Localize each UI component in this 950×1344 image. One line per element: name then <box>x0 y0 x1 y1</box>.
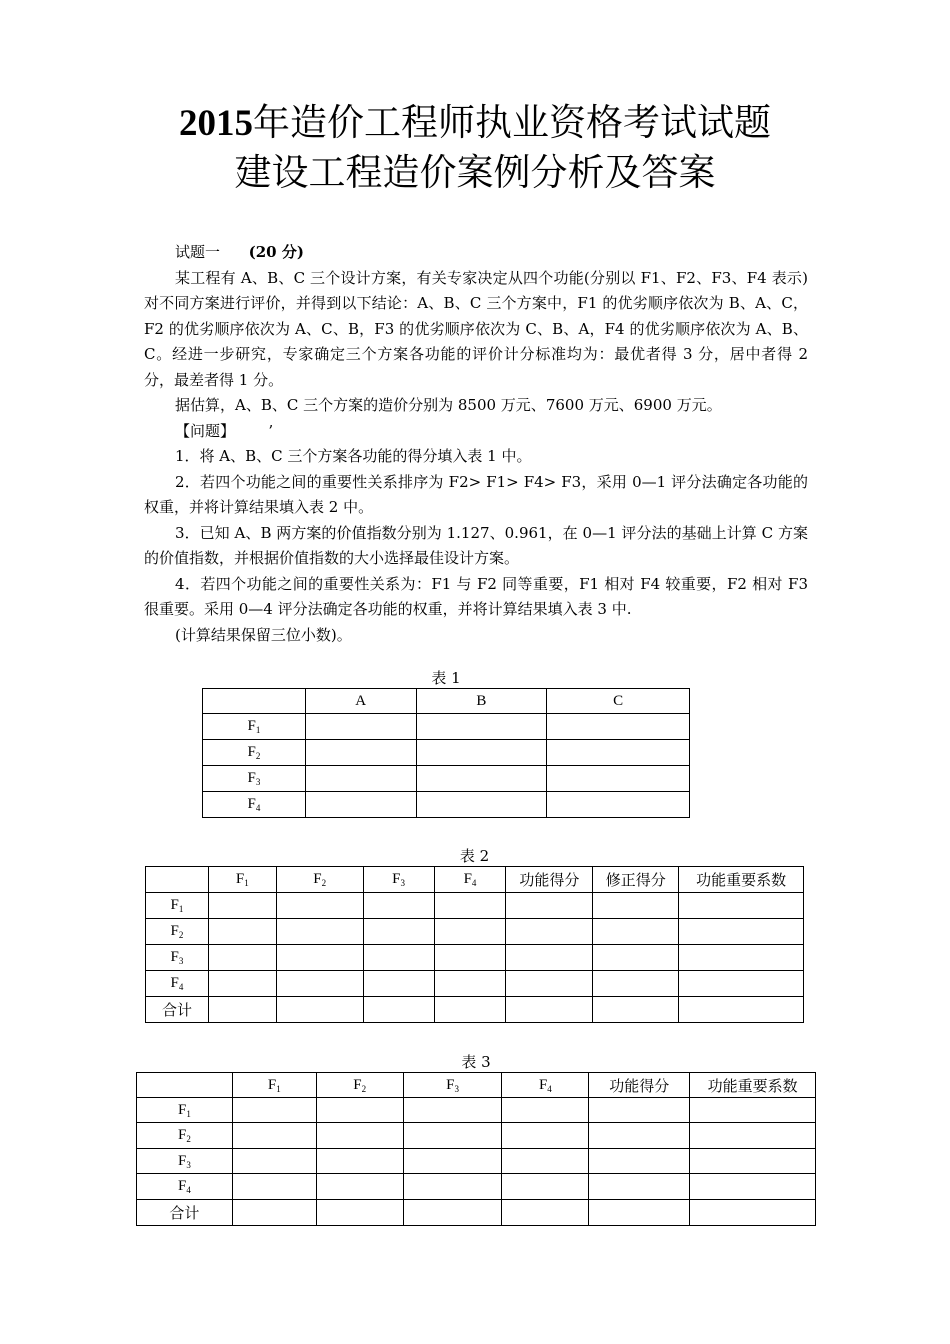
table3-header-cell: 功能得分 <box>589 1073 690 1098</box>
table1-cell[interactable] <box>305 792 416 818</box>
table2-cell[interactable] <box>679 893 804 919</box>
table3-cell[interactable] <box>690 1098 816 1123</box>
table2-cell[interactable] <box>434 971 506 997</box>
table3-cell[interactable] <box>502 1123 589 1149</box>
table3-header-cell: $F_4$ <box>502 1073 589 1098</box>
table2-header-cell: $F_3$ <box>363 867 434 893</box>
table2-cell[interactable] <box>208 971 276 997</box>
table1-cell[interactable] <box>547 766 690 792</box>
table-3 <box>136 1072 816 1226</box>
table2-cell[interactable] <box>593 997 679 1023</box>
table3-row-label: $F_1$ <box>137 1098 233 1123</box>
table2-cell[interactable] <box>679 971 804 997</box>
table3-cell[interactable] <box>589 1149 690 1174</box>
table3-row-label: $F_2$ <box>137 1123 233 1149</box>
table2-cell[interactable] <box>506 893 593 919</box>
document-title-line1 <box>0 100 950 147</box>
table2-cell[interactable] <box>208 893 276 919</box>
table1-cell[interactable] <box>305 714 416 740</box>
table2-header-cell: 修正得分 <box>593 867 679 893</box>
table3-caption: 表 3 <box>461 1053 491 1071</box>
table1-cell[interactable] <box>305 766 416 792</box>
table3-header-cell: 功能重要系数 <box>690 1073 816 1098</box>
table3-cell[interactable] <box>403 1200 502 1226</box>
title-year: 2015 <box>179 103 253 144</box>
question-heading-text: 试题一 <box>175 243 221 261</box>
problem-2: 2．若四个功能之间的重要性关系排序为 F2> F1> F4> F3，采用 0—1 评分法确定各功能的权重，并将计算结果填入表 2 中。 <box>144 472 808 516</box>
problem-3: 3．已知 A、B 两方案的价值指数分别为 1.127、0.961，在 0—1 评分法的基础上计算 C 方案的价值指数，并根据价值指数的大小选择最佳设计方案。 <box>144 523 808 567</box>
table1-cell[interactable] <box>305 740 416 766</box>
table3-header-cell <box>137 1073 233 1098</box>
question-body <box>144 240 808 648</box>
table3-cell[interactable] <box>232 1149 316 1174</box>
table3-cell[interactable] <box>316 1123 403 1149</box>
table2-cell[interactable] <box>506 997 593 1023</box>
table3-header-cell: $F_2$ <box>316 1073 403 1098</box>
table2-cell[interactable] <box>363 893 434 919</box>
table3-cell[interactable] <box>589 1200 690 1226</box>
table2-cell[interactable] <box>434 997 506 1023</box>
table3-header-cell: $F_1$ <box>232 1073 316 1098</box>
table2-cell[interactable] <box>208 919 276 945</box>
table2-cell[interactable] <box>363 997 434 1023</box>
table2-cell[interactable] <box>276 919 363 945</box>
table2-cell[interactable] <box>208 945 276 971</box>
table2-cell[interactable] <box>363 971 434 997</box>
table2-cell[interactable] <box>679 997 804 1023</box>
table3-cell[interactable] <box>232 1200 316 1226</box>
table2-cell[interactable] <box>679 919 804 945</box>
table2-row-label: $F_2$ <box>146 919 209 945</box>
table1-row-label: $F_2$ <box>203 740 306 766</box>
problem-heading: 【问题】 ’ <box>175 421 274 440</box>
table1-cell[interactable] <box>416 766 547 792</box>
table3-cell[interactable] <box>316 1174 403 1200</box>
table1-header-cell: A <box>305 689 416 714</box>
table2-header-cell <box>146 867 209 893</box>
table1-cell[interactable] <box>547 714 690 740</box>
table2-cell[interactable] <box>276 971 363 997</box>
table1-header-cell <box>203 689 306 714</box>
table3-cell[interactable] <box>589 1098 690 1123</box>
table1-caption: 表 1 <box>431 669 461 687</box>
table2-cell[interactable] <box>208 997 276 1023</box>
table3-cell[interactable] <box>232 1174 316 1200</box>
table2-cell[interactable] <box>593 893 679 919</box>
table2-caption: 表 2 <box>459 847 490 865</box>
table3-cell[interactable] <box>589 1123 690 1149</box>
table1-header-cell: C <box>547 689 690 714</box>
table3-cell[interactable] <box>403 1149 502 1174</box>
paragraph-1: 某工程有 A、B、C 三个设计方案，有关专家决定从四个功能(分别以 F1、F2、F3、F4 表示)对不同方案进行评价，并得到以下结论：A、B、C 三个方案中，F1 的优劣顺序依次为 B、A、C，F2 的优劣顺序依次为 A、C、B，F3 的优劣顺序依次为 C、B、A，F4 的优劣顺序依次为 A、B、C。经进一步研究，专家确定三个方案各功能的评价计分标准均为：最优者得 3 分，居中者得 2 分，最差者得 1 分。 <box>144 268 808 389</box>
table-2 <box>145 866 804 1023</box>
table1-cell[interactable] <box>416 740 547 766</box>
table3-header-cell: $F_3$ <box>403 1073 502 1098</box>
table3-cell[interactable] <box>316 1200 403 1226</box>
table2-cell[interactable] <box>506 971 593 997</box>
table3-cell[interactable] <box>690 1200 816 1226</box>
question-heading <box>144 240 808 266</box>
problem-4: 4．若四个功能之间的重要性关系为：F1 与 F2 同等重要，F1 相对 F4 较重要，F2 相对 F3 很重要。采用 0—4 评分法确定各功能的权重，并将计算结果填入表 3 中. <box>144 574 808 618</box>
table3-cell[interactable] <box>690 1149 816 1174</box>
table2-header-cell: $F_4$ <box>434 867 506 893</box>
table2-cell[interactable] <box>679 945 804 971</box>
table1-cell[interactable] <box>416 792 547 818</box>
table2-cell[interactable] <box>506 945 593 971</box>
table3-row-label: $F_4$ <box>137 1174 233 1200</box>
question-score: (20 分) <box>248 243 304 261</box>
table-1 <box>202 688 690 818</box>
table2-cell[interactable] <box>434 945 506 971</box>
problem-1: 1．将 A、B、C 三个方案各功能的得分填入表 1 中。 <box>175 447 532 465</box>
table2-cell[interactable] <box>363 919 434 945</box>
table2-cell[interactable] <box>506 919 593 945</box>
table3-cell[interactable] <box>232 1098 316 1123</box>
table1-row-label: $F_4$ <box>203 792 306 818</box>
table3-cell[interactable] <box>316 1149 403 1174</box>
table1-cell[interactable] <box>416 714 547 740</box>
table1-cell[interactable] <box>547 740 690 766</box>
table2-header-cell: $F_2$ <box>276 867 363 893</box>
table2-cell[interactable] <box>593 971 679 997</box>
table2-total-label: 合计 <box>146 997 209 1023</box>
table1-row-label: $F_3$ <box>203 766 306 792</box>
table1-header-cell: B <box>416 689 547 714</box>
table3-row-label: $F_3$ <box>137 1149 233 1174</box>
table3-cell[interactable] <box>589 1174 690 1200</box>
table2-row-label: $F_3$ <box>146 945 209 971</box>
table3-cell[interactable] <box>316 1098 403 1123</box>
table3-cell[interactable] <box>690 1174 816 1200</box>
table2-cell[interactable] <box>593 945 679 971</box>
table3-cell[interactable] <box>232 1123 316 1149</box>
table2-header-cell: 功能得分 <box>506 867 593 893</box>
table2-header-cell: $F_1$ <box>208 867 276 893</box>
rounding-note: (计算结果保留三位小数)。 <box>175 625 352 644</box>
table2-cell[interactable] <box>593 919 679 945</box>
table2-cell[interactable] <box>363 945 434 971</box>
table2-header-cell: 功能重要系数 <box>679 867 804 893</box>
table2-cell[interactable] <box>276 997 363 1023</box>
table3-cell[interactable] <box>502 1149 589 1174</box>
paragraph-2: 据估算，A、B、C 三个方案的造价分别为 8500 万元、7600 万元、6900 万元。 <box>175 396 722 414</box>
table3-cell[interactable] <box>403 1123 502 1149</box>
table2-cell[interactable] <box>276 893 363 919</box>
table2-cell[interactable] <box>434 919 506 945</box>
table2-cell[interactable] <box>276 945 363 971</box>
document-title-line2: 建设工程造价案例分析及答案 <box>234 151 716 194</box>
table2-row-label: $F_4$ <box>146 971 209 997</box>
title-line1-text: 年造价工程师执业资格考试试题 <box>253 101 771 144</box>
table3-cell[interactable] <box>502 1174 589 1200</box>
table3-total-label: 合计 <box>137 1200 233 1226</box>
table2-row-label: $F_1$ <box>146 893 209 919</box>
table3-cell[interactable] <box>403 1098 502 1123</box>
table1-cell[interactable] <box>547 792 690 818</box>
table2-cell[interactable] <box>434 893 506 919</box>
table3-cell[interactable] <box>403 1174 502 1200</box>
table3-cell[interactable] <box>502 1098 589 1123</box>
table3-cell[interactable] <box>690 1123 816 1149</box>
table1-row-label: $F_1$ <box>203 714 306 740</box>
table3-cell[interactable] <box>502 1200 589 1226</box>
